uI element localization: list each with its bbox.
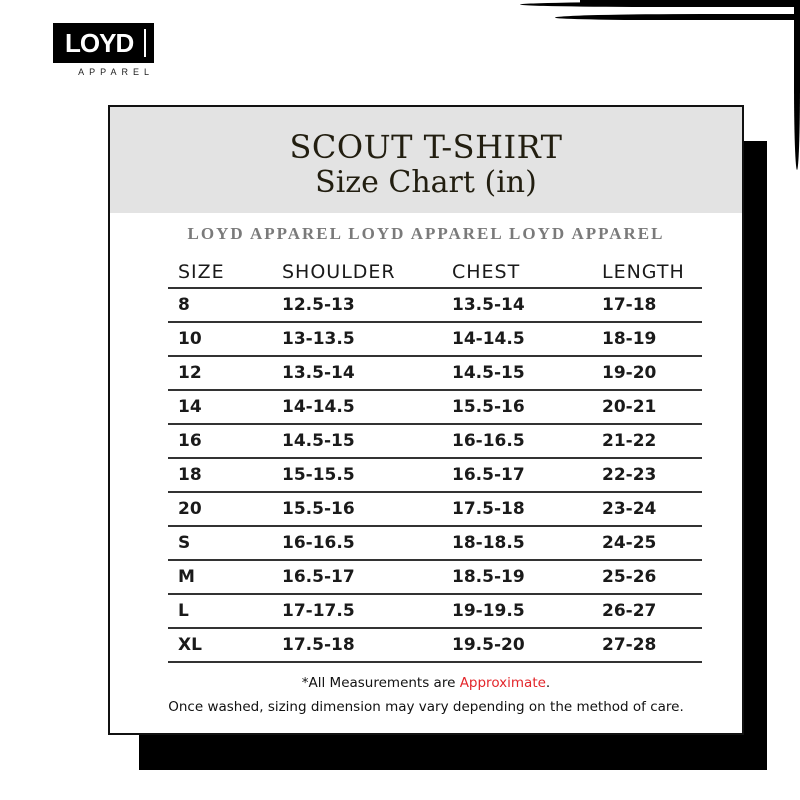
cell-chest: 14.5-15 <box>442 356 582 390</box>
cell-size: S <box>168 526 268 560</box>
cell-shoulder: 14.5-15 <box>268 424 442 458</box>
brand-watermark: LOYD APPAREL LOYD APPAREL LOYD APPAREL <box>187 224 665 243</box>
cell-shoulder: 17.5-18 <box>268 628 442 662</box>
cell-size: 14 <box>168 390 268 424</box>
cell-size: L <box>168 594 268 628</box>
cell-shoulder: 16.5-17 <box>268 560 442 594</box>
column-header-shoulder: SHOULDER <box>268 257 442 288</box>
note-highlight: Approximate <box>459 675 546 691</box>
cell-length: 22-23 <box>582 458 702 492</box>
chart-header <box>110 107 742 213</box>
chart-title: SCOUT T-SHIRT <box>289 128 563 166</box>
cell-length: 21-22 <box>582 424 702 458</box>
brand-logo <box>53 23 154 77</box>
note-text: *All Measurements are <box>301 675 460 691</box>
cell-length: 18-19 <box>582 322 702 356</box>
table-row <box>168 594 702 628</box>
logo-divider <box>144 29 146 57</box>
logo-mark <box>53 23 154 63</box>
cell-shoulder: 14-14.5 <box>268 390 442 424</box>
cell-length: 17-18 <box>582 288 702 322</box>
cell-chest: 13.5-14 <box>442 288 582 322</box>
table-row <box>168 424 702 458</box>
cell-size: 12 <box>168 356 268 390</box>
cell-shoulder: 15-15.5 <box>268 458 442 492</box>
cell-chest: 18.5-19 <box>442 560 582 594</box>
cell-shoulder: 16-16.5 <box>268 526 442 560</box>
column-header-length: LENGTH <box>582 257 702 288</box>
cell-chest: 16-16.5 <box>442 424 582 458</box>
cell-size: 18 <box>168 458 268 492</box>
table-row <box>168 288 702 322</box>
cell-length: 20-21 <box>582 390 702 424</box>
brush-stroke-top-1b <box>580 0 800 4</box>
cell-length: 26-27 <box>582 594 702 628</box>
table-header-row <box>168 257 702 288</box>
table-row <box>168 492 702 526</box>
cell-shoulder: 17-17.5 <box>268 594 442 628</box>
cell-chest: 17.5-18 <box>442 492 582 526</box>
cell-chest: 18-18.5 <box>442 526 582 560</box>
note-approximate <box>110 675 742 691</box>
cell-chest: 15.5-16 <box>442 390 582 424</box>
logo-subtext: APPAREL <box>78 67 154 77</box>
table-row <box>168 322 702 356</box>
brush-stroke-top-2 <box>555 14 800 20</box>
brush-stroke-right <box>794 0 800 170</box>
cell-length: 24-25 <box>582 526 702 560</box>
table-row <box>168 628 702 662</box>
logo-text: LOYD <box>65 28 134 58</box>
column-header-chest: CHEST <box>442 257 582 288</box>
cell-shoulder: 13.5-14 <box>268 356 442 390</box>
size-chart-card <box>108 105 744 735</box>
note-suffix: . <box>545 675 551 691</box>
cell-length: 23-24 <box>582 492 702 526</box>
cell-size: XL <box>168 628 268 662</box>
cell-chest: 14-14.5 <box>442 322 582 356</box>
notes <box>110 675 742 723</box>
cell-chest: 19.5-20 <box>442 628 582 662</box>
table-row <box>168 356 702 390</box>
table-row <box>168 526 702 560</box>
cell-length: 25-26 <box>582 560 702 594</box>
cell-size: 8 <box>168 288 268 322</box>
size-table <box>168 257 702 663</box>
cell-length: 19-20 <box>582 356 702 390</box>
cell-size: M <box>168 560 268 594</box>
cell-chest: 16.5-17 <box>442 458 582 492</box>
cell-shoulder: 13-13.5 <box>268 322 442 356</box>
chart-subtitle: Size Chart (in) <box>315 165 537 200</box>
cell-length: 27-28 <box>582 628 702 662</box>
cell-shoulder: 15.5-16 <box>268 492 442 526</box>
note-washing: Once washed, sizing dimension may vary depending on the method of care. <box>168 699 684 715</box>
cell-chest: 19-19.5 <box>442 594 582 628</box>
column-header-size: SIZE <box>168 257 268 288</box>
cell-shoulder: 12.5-13 <box>268 288 442 322</box>
table-row <box>168 560 702 594</box>
cell-size: 20 <box>168 492 268 526</box>
table-row <box>168 458 702 492</box>
cell-size: 16 <box>168 424 268 458</box>
cell-size: 10 <box>168 322 268 356</box>
table-row <box>168 390 702 424</box>
